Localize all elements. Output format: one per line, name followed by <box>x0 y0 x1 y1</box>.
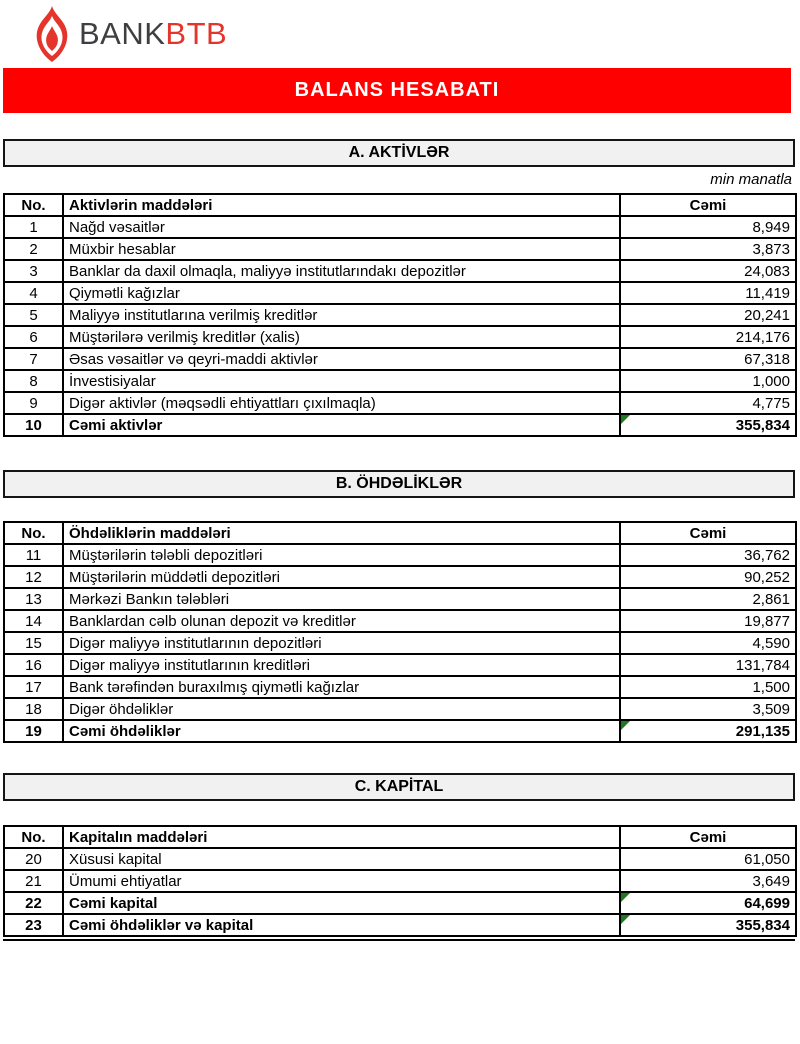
row-item: Maliyyə institutlarına verilmiş kreditlər <box>63 304 620 326</box>
row-item: Xüsusi kapital <box>63 848 620 870</box>
capital-table <box>3 825 797 937</box>
table-row <box>4 370 796 392</box>
row-item: Cəmi öhdəliklər <box>63 720 620 742</box>
row-number: 16 <box>4 654 63 676</box>
section-liabilities-title: B. ÖHDƏLİKLƏR <box>335 475 463 492</box>
table-row <box>4 870 796 892</box>
row-number: 21 <box>4 870 63 892</box>
col-header-no: No. <box>4 522 63 544</box>
col-header-total: Cəmi <box>620 194 796 216</box>
double-underline <box>3 939 795 941</box>
table-row <box>4 282 796 304</box>
logo-btb-text: BTB <box>165 16 228 51</box>
formula-marker <box>621 915 630 924</box>
table-header-row <box>4 194 796 216</box>
row-item: Əsas vəsaitlər və qeyri-maddi aktivlər <box>63 348 620 370</box>
row-number: 7 <box>4 348 63 370</box>
section-capital-header <box>3 773 795 801</box>
row-value: 1,500 <box>620 676 796 698</box>
col-header-total: Cəmi <box>620 522 796 544</box>
row-number: 19 <box>4 720 63 742</box>
total-row <box>4 720 796 742</box>
row-number: 14 <box>4 610 63 632</box>
section-assets-header <box>3 139 795 167</box>
row-number: 12 <box>4 566 63 588</box>
liabilities-table <box>3 521 797 743</box>
row-value: 24,083 <box>620 260 796 282</box>
table-row <box>4 654 796 676</box>
row-item: Digər aktivlər (məqsədli ehtiyattları çıxılmaqla) <box>63 392 620 414</box>
row-number: 10 <box>4 414 63 436</box>
row-number: 22 <box>4 892 63 914</box>
assets-table <box>3 193 797 437</box>
table-row <box>4 698 796 720</box>
row-value: 3,649 <box>620 870 796 892</box>
row-value: 64,699 <box>620 892 796 914</box>
table-row <box>4 632 796 654</box>
row-value: 4,775 <box>620 392 796 414</box>
col-header-item: Öhdəliklərin maddələri <box>63 522 620 544</box>
row-item: Cəmi öhdəliklər və kapital <box>63 914 620 936</box>
row-item: Müştərilərə verilmiş kreditlər (xalis) <box>63 326 620 348</box>
col-header-item: Kapitalın maddələri <box>63 826 620 848</box>
col-header-no: No. <box>4 826 63 848</box>
row-number: 3 <box>4 260 63 282</box>
logo-block <box>0 0 800 68</box>
row-value: 61,050 <box>620 848 796 870</box>
row-value: 291,135 <box>620 720 796 742</box>
row-value: 20,241 <box>620 304 796 326</box>
row-value: 3,873 <box>620 238 796 260</box>
col-header-item: Aktivlərin maddələri <box>63 194 620 216</box>
row-item: Müxbir hesablar <box>63 238 620 260</box>
row-number: 13 <box>4 588 63 610</box>
table-row <box>4 610 796 632</box>
table-row <box>4 216 796 238</box>
row-number: 8 <box>4 370 63 392</box>
table-row <box>4 304 796 326</box>
table-row <box>4 848 796 870</box>
row-item: Banklar da daxil olmaqla, maliyyə institutlarındakı depozitlər <box>63 260 620 282</box>
row-number: 2 <box>4 238 63 260</box>
table-row <box>4 238 796 260</box>
table-header-row <box>4 826 796 848</box>
logo-bank-text: BANK <box>79 16 166 51</box>
row-number: 23 <box>4 914 63 936</box>
row-number: 15 <box>4 632 63 654</box>
row-value: 2,861 <box>620 588 796 610</box>
total-row <box>4 414 796 436</box>
col-header-total: Cəmi <box>620 826 796 848</box>
row-item: Cəmi aktivlər <box>63 414 620 436</box>
row-value: 11,419 <box>620 282 796 304</box>
report-title: BALANS HESABATI <box>294 79 500 101</box>
formula-marker <box>621 721 630 730</box>
row-item: Qiymətli kağızlar <box>63 282 620 304</box>
total-row <box>4 914 796 936</box>
section-liabilities-header <box>3 470 795 498</box>
table-row <box>4 676 796 698</box>
row-number: 1 <box>4 216 63 238</box>
row-number: 18 <box>4 698 63 720</box>
row-value: 355,834 <box>620 414 796 436</box>
row-item: Cəmi kapital <box>63 892 620 914</box>
row-value: 355,834 <box>620 914 796 936</box>
row-value: 90,252 <box>620 566 796 588</box>
row-item: Bank tərəfindən buraxılmış qiymətli kağızlar <box>63 676 620 698</box>
row-number: 5 <box>4 304 63 326</box>
row-value: 3,509 <box>620 698 796 720</box>
row-item: Digər maliyyə institutlarının depozitləri <box>63 632 620 654</box>
table-row <box>4 392 796 414</box>
row-number: 9 <box>4 392 63 414</box>
row-number: 4 <box>4 282 63 304</box>
row-value: 131,784 <box>620 654 796 676</box>
row-item: Mərkəzi Bankın tələbləri <box>63 588 620 610</box>
row-value: 19,877 <box>620 610 796 632</box>
report-title-banner <box>3 68 791 113</box>
row-item: Nağd vəsaitlər <box>63 216 620 238</box>
row-item: Müştərilərin müddətli depozitləri <box>63 566 620 588</box>
row-item: Digər maliyyə institutlarının kreditləri <box>63 654 620 676</box>
row-item: Ümumi ehtiyatlar <box>63 870 620 892</box>
table-row <box>4 326 796 348</box>
table-header-row <box>4 522 796 544</box>
total-row <box>4 892 796 914</box>
row-item: Digər öhdəliklər <box>63 698 620 720</box>
table-row <box>4 588 796 610</box>
row-value: 8,949 <box>620 216 796 238</box>
row-number: 6 <box>4 326 63 348</box>
table-row <box>4 544 796 566</box>
row-item: Banklardan cəlb olunan depozit və kreditlər <box>63 610 620 632</box>
row-value: 67,318 <box>620 348 796 370</box>
row-number: 17 <box>4 676 63 698</box>
row-number: 20 <box>4 848 63 870</box>
formula-marker <box>621 893 630 902</box>
section-capital-title: C. KAPİTAL <box>354 778 444 795</box>
formula-marker <box>621 415 630 424</box>
table-row <box>4 260 796 282</box>
unit-note: min manatla <box>710 171 792 188</box>
row-item: İnvestisiyalar <box>63 370 620 392</box>
section-assets-title: A. AKTİVLƏR <box>348 144 450 161</box>
logo-text <box>79 16 227 52</box>
row-value: 1,000 <box>620 370 796 392</box>
table-row <box>4 566 796 588</box>
row-value: 214,176 <box>620 326 796 348</box>
row-number: 11 <box>4 544 63 566</box>
row-value: 4,590 <box>620 632 796 654</box>
flame-icon <box>34 6 70 62</box>
col-header-no: No. <box>4 194 63 216</box>
table-row <box>4 348 796 370</box>
row-item: Müştərilərin tələbli depozitləri <box>63 544 620 566</box>
row-value: 36,762 <box>620 544 796 566</box>
